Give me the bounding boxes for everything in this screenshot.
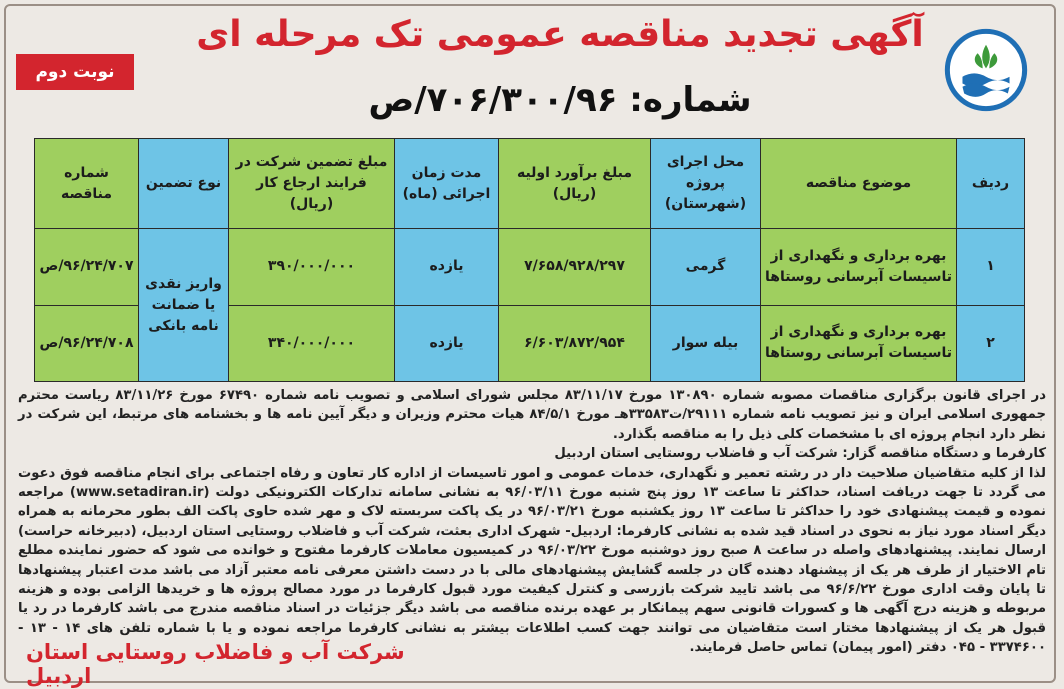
table-row (35, 229, 1025, 306)
row-guarantee-amount: ۳۴۰/۰۰۰/۰۰۰ (229, 305, 395, 382)
row-subject: بهره برداری و نگهداری از تاسیسات آبرسانی روستاها (761, 229, 957, 306)
notice-number: شماره: ۷۰۶/۳۰۰/۹۶/ص (368, 80, 752, 120)
notice-title: آگهی تجدید مناقصه عمومی تک مرحله ای (196, 14, 924, 55)
row-location: گرمی (651, 229, 761, 306)
row-duration: یازده (395, 229, 499, 306)
row-index: ۲ (957, 305, 1025, 382)
row-index: ۱ (957, 229, 1025, 306)
row-guarantee-amount: ۳۹۰/۰۰۰/۰۰۰ (229, 229, 395, 306)
round-badge: نوبت دوم (16, 54, 134, 90)
header-estimate: مبلغ برآورد اولیه (ریال) (499, 139, 651, 229)
notice-body (18, 386, 1047, 656)
header-location: محل اجرای پروژه (شهرستان) (651, 139, 761, 229)
row-duration: یازده (395, 305, 499, 382)
table-header-row (35, 139, 1025, 229)
header-guarantee-type: نوع تضمین (139, 139, 229, 229)
tender-table (34, 138, 1025, 382)
row-tender-number: ۹۶/۲۴/۷۰۸/ص (35, 305, 139, 382)
header-tender-number: شماره مناقصه (35, 139, 139, 229)
header-row-index: ردیف (957, 139, 1025, 229)
row-estimate: ۷/۶۵۸/۹۲۸/۲۹۷ (499, 229, 651, 306)
row-guarantee-type: واریز نقدی یا ضمانت نامه بانکی (139, 229, 229, 382)
header-guarantee-amount: مبلغ تضمین شرکت در فرایند ارجاع کار (ریال) (229, 139, 395, 229)
row-estimate: ۶/۶۰۳/۸۷۲/۹۵۴ (499, 305, 651, 382)
body-paragraph-legal: در اجرای قانون برگزاری مناقصات مصوبه شماره ۱۳۰۸۹۰ مورخ ۸۳/۱۱/۱۷ مجلس شورای اسلامی و تصویب نامه شماره ۶۷۴۹۰ مورخ ۸۳/۱۱/۲۶ ریاست محترم جمهوری اسلامی ایران و نیز تصویب نامه شماره ۲۹۱۱۱/ت۳۳۵۸۳هـ مورخ ۸۴/۵/۱ هیات محترم وزیران و دیگر آیین نامه ها و بخشنامه های مرتبط، این شرکت در نظر دارد انجام پروژه ای با مشخصات کلی ذیل را به مناقصه بگذارد. (18, 388, 1047, 442)
row-location: بیله سوار (651, 305, 761, 382)
row-tender-number: ۹۶/۲۴/۷۰۷/ص (35, 229, 139, 306)
header-subject: موضوع مناقصه (761, 139, 957, 229)
body-paragraph-employer: کارفرما و دستگاه مناقصه گزار: شرکت آب و فاضلاب روستایی استان اردبیل (554, 446, 1046, 462)
body-paragraph-details: لذا از کلیه متقاضیان صلاحیت دار در رشته تعمیر و نگهداری، خدمات عمومی و امور تاسیسات از اداره کار تعاون و رفاه اجتماعی برای انجام مناقصه فوق دعوت می گردد تا جهت دریافت اسناد، حداکثر تا ساعت ۱۳ روز پنج شنبه مورخ ۹۶/۰۳/۱۱ به نشانی سامانه تدارکات الکترونیکی دولت (www.setadiran.ir) مراجعه نموده و قیمت پیشنهادی خود را حداکثر تا ساعت ۱۳ روز یکشنبه مورخ ۹۶/۰۳/۲۱ در یک پاکت سربسته لاک و مهر شده حاوی پاکت الف بطور محرمانه به همراه دیگر اسناد مورد نیاز به نحوی در اسناد قید شده به نشانی کارفرما: اردبیل- شهرک اداری بعثت، شرکت آب و فاضلاب روستایی استان اردبیل، (دبیرخانه حراست) ارسال نمایند. پیشنهادهای واصله در ساعت ۸ صبح روز دوشنبه مورخ ۹۶/۰۳/۲۲ در کمیسیون معاملات کارفرما مفتوح و خوانده می شود که حضور نماینده مطلع تام الاختیار از طرف هر یک از پیشنهاد دهنده گان در جلسه گشایش پیشنهادهای مالی با در دست داشتن معرفی نامه معتبر آزاد می باشد مدت اعتبار پیشنهادها تا پایان وقت اداری مورخ ۹۶/۶/۲۲ می باشد تایید شرکت بازرسی و کنترل کیفیت مورد قبول کارفرما در مورد مصالح پروژه ها و خریدها الزامی بوده و هزینه مربوطه و هزینه درج آگهی ها و کسورات قانونی سهم پیمانکار بر عهده برنده مناقصه می باشد دیگر جزئیات در اسناد مناقصه مندرج می باشد کارفرما در رد یا قبول هر یک از پیشنهادها مختار است متقاضیان می توانند جهت کسب اطلاعات بیشتر به نشانی کارفرما مراجعه نموده و یا با شماره تلفن های ۱۴ - ۱۳ - ۳۳۷۴۶۰۰ - ۰۴۵ دفتر (امور پیمان) تماس حاصل فرمایند. (18, 465, 1047, 656)
row-subject: بهره برداری و نگهداری از تاسیسات آبرسانی روستاها (761, 305, 957, 382)
signature: شرکت آب و فاضلاب روستایی استان اردبیل (26, 640, 405, 688)
header-duration: مدت زمان اجرائی (ماه) (395, 139, 499, 229)
water-wheat-emblem-icon (944, 28, 1028, 112)
